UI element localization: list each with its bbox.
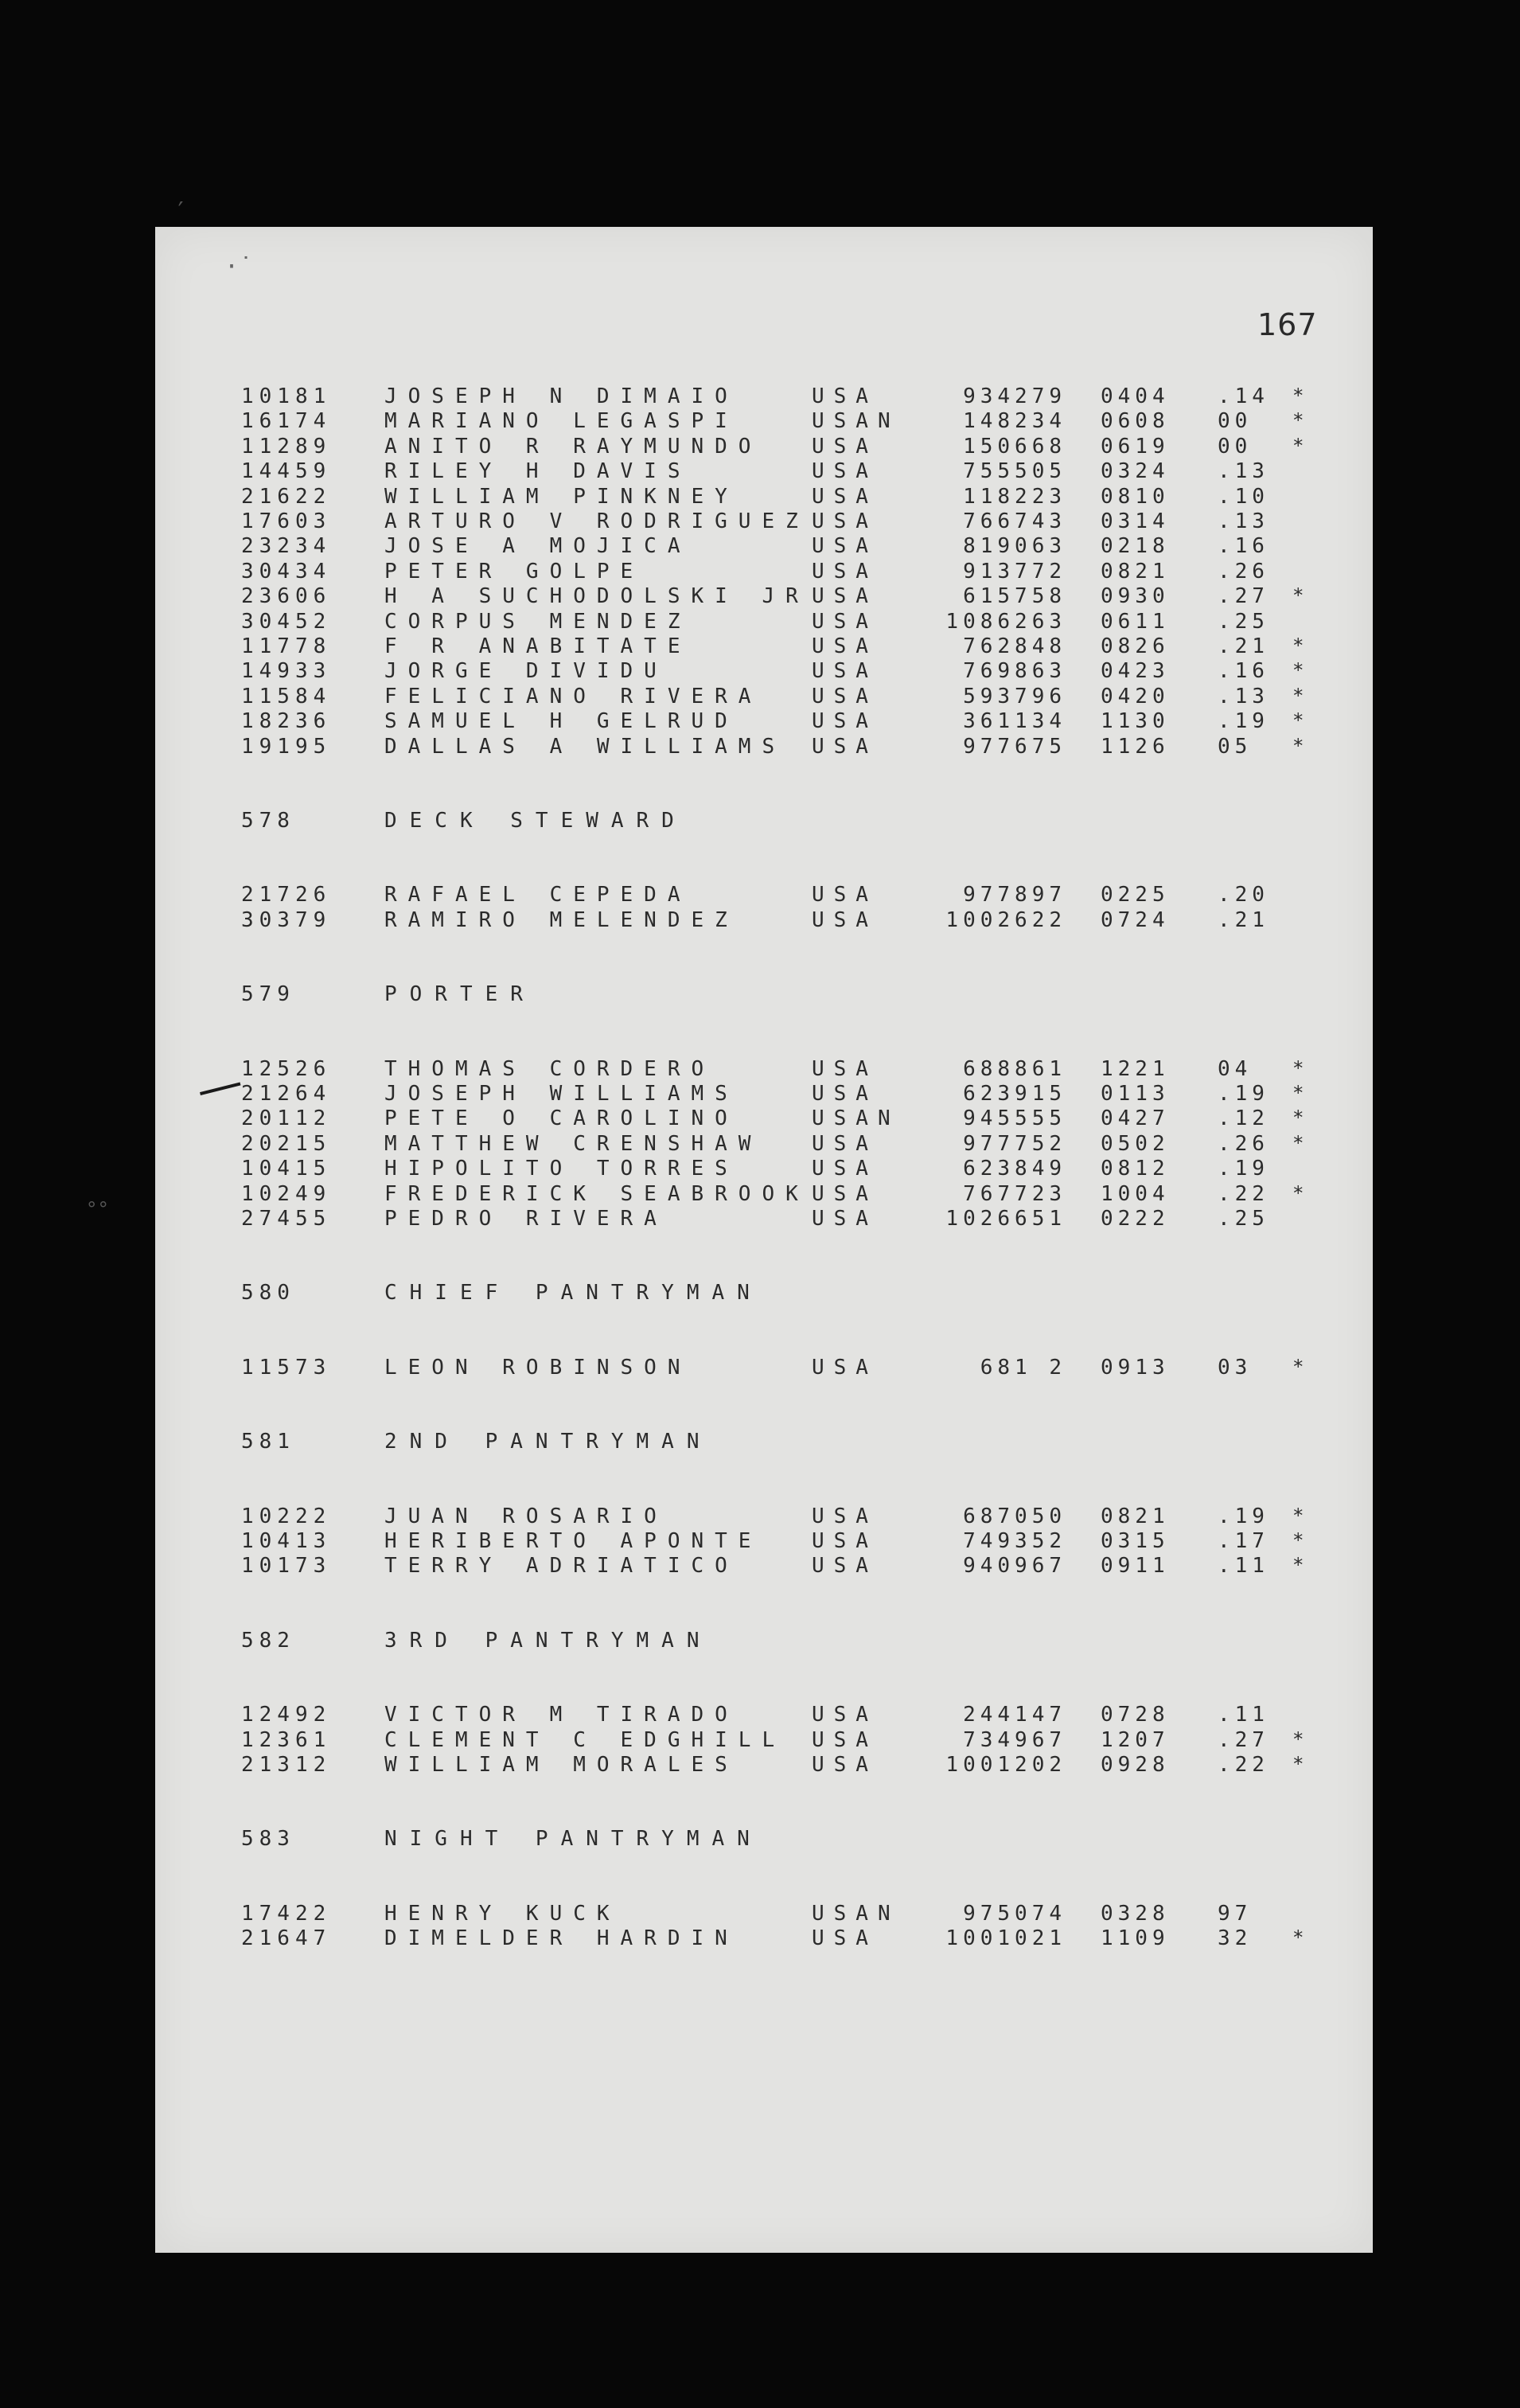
- citizenship: USA: [812, 684, 878, 708]
- crew-name: F R ANABITATE: [384, 634, 692, 658]
- age-code: 00: [1218, 409, 1253, 434]
- citizenship: USA: [812, 734, 878, 759]
- citizenship: USA: [812, 1157, 878, 1181]
- crew-name: PETER GOLPE: [384, 559, 645, 583]
- date-code: 0324: [1101, 459, 1170, 484]
- asterisk-mark: *: [1292, 1082, 1310, 1104]
- age-code: 03: [1218, 1355, 1253, 1380]
- book-number: 769863: [963, 659, 1066, 684]
- citizenship: USA: [812, 1554, 878, 1579]
- entry-number: 21647: [241, 1926, 332, 1951]
- asterisk-mark: *: [1292, 1355, 1310, 1378]
- citizenship: USA: [812, 459, 878, 484]
- date-code: 0328: [1101, 1901, 1170, 1926]
- date-code: 1004: [1101, 1181, 1170, 1206]
- age-code: .22: [1218, 1181, 1269, 1206]
- crew-name: FELICIANO RIVERA: [384, 684, 762, 708]
- citizenship: USA: [812, 1504, 878, 1528]
- age-code: .13: [1218, 509, 1269, 533]
- book-number: 1086263: [945, 609, 1066, 634]
- age-code: .22: [1218, 1753, 1269, 1777]
- age-code: .19: [1218, 1082, 1269, 1106]
- date-code: 1207: [1101, 1727, 1170, 1752]
- entry-number: 11289: [241, 434, 332, 459]
- citizenship: USA: [812, 484, 878, 509]
- entry-number: 27455: [241, 1207, 332, 1231]
- crew-name: CLEMENT C EDGHILL: [384, 1727, 786, 1752]
- age-code: .26: [1218, 559, 1269, 583]
- asterisk-mark: *: [1292, 434, 1310, 457]
- citizenship: USA: [812, 1529, 878, 1553]
- age-code: .12: [1218, 1106, 1269, 1131]
- book-number: 913772: [963, 559, 1066, 583]
- crew-name: H A SUCHODOLSKI JR: [384, 584, 809, 609]
- date-code: 0225: [1101, 883, 1170, 907]
- date-code: 1109: [1101, 1926, 1170, 1951]
- citizenship: USA: [812, 659, 878, 684]
- section-title: 2ND PANTRYMAN: [384, 1430, 712, 1454]
- age-code: .16: [1218, 659, 1269, 684]
- date-code: 0728: [1101, 1703, 1170, 1727]
- age-code: .26: [1218, 1131, 1269, 1156]
- age-code: .13: [1218, 684, 1269, 708]
- asterisk-mark: *: [1292, 584, 1310, 607]
- crew-name: PETE O CAROLINO: [384, 1106, 739, 1131]
- section-code: 582: [241, 1628, 295, 1653]
- crew-name: CORPUS MENDEZ: [384, 609, 692, 634]
- entry-number: 11584: [241, 684, 332, 708]
- asterisk-mark: *: [1292, 1529, 1310, 1551]
- crew-name: TERRY ADRIATICO: [384, 1554, 739, 1579]
- citizenship: USA: [812, 709, 878, 734]
- section-code: 579: [241, 982, 295, 1007]
- citizenship: USA: [812, 634, 878, 658]
- age-code: .11: [1218, 1703, 1269, 1727]
- book-number: 749352: [963, 1529, 1066, 1553]
- age-code: .16: [1218, 534, 1269, 559]
- date-code: 0218: [1101, 534, 1170, 559]
- crew-name: HIPOLITO TORRES: [384, 1157, 739, 1181]
- date-code: 0724: [1101, 907, 1170, 932]
- asterisk-mark: *: [1292, 659, 1310, 682]
- book-number: 118223: [963, 484, 1066, 509]
- crew-name: JOSEPH WILLIAMS: [384, 1082, 739, 1106]
- date-code: 0821: [1101, 1504, 1170, 1528]
- date-code: 0928: [1101, 1753, 1170, 1777]
- margin-mark: °°: [86, 1198, 109, 1220]
- book-number: 755505: [963, 459, 1066, 484]
- citizenship: USA: [812, 883, 878, 907]
- section-title: DECK STEWARD: [384, 809, 687, 833]
- citizenship: USA: [812, 434, 878, 459]
- citizenship: USA: [812, 1727, 878, 1752]
- crew-name: PEDRO RIVERA: [384, 1207, 668, 1231]
- asterisk-mark: *: [1292, 1106, 1310, 1130]
- entry-number: 11573: [241, 1355, 332, 1380]
- entry-number: 16174: [241, 409, 332, 434]
- date-code: 0113: [1101, 1082, 1170, 1106]
- crew-name: FREDERICK SEABROOK: [384, 1181, 809, 1206]
- asterisk-mark: *: [1292, 684, 1310, 707]
- crew-name: RAFAEL CEPEDA: [384, 883, 692, 907]
- citizenship: USA: [812, 559, 878, 583]
- date-code: 0222: [1101, 1207, 1170, 1231]
- entry-number: 10222: [241, 1504, 332, 1528]
- age-code: .13: [1218, 459, 1269, 484]
- page-number: 167: [1257, 307, 1318, 342]
- entry-number: 10249: [241, 1181, 332, 1206]
- entry-number: 14933: [241, 659, 332, 684]
- book-number: 615758: [963, 584, 1066, 609]
- entry-number: 30379: [241, 907, 332, 932]
- crew-name: HENRY KUCK: [384, 1901, 621, 1926]
- book-number: 150668: [963, 434, 1066, 459]
- age-code: 32: [1218, 1926, 1253, 1951]
- book-number: 681 2: [980, 1355, 1066, 1380]
- entry-number: 21622: [241, 484, 332, 509]
- citizenship: USA: [812, 1703, 878, 1727]
- entry-number: 17422: [241, 1901, 332, 1926]
- book-number: 244147: [963, 1703, 1066, 1727]
- date-code: 0911: [1101, 1554, 1170, 1579]
- date-code: 0608: [1101, 409, 1170, 434]
- citizenship: USAN: [812, 1106, 900, 1131]
- date-code: 0420: [1101, 684, 1170, 708]
- age-code: .19: [1218, 1504, 1269, 1528]
- age-code: .14: [1218, 384, 1269, 408]
- book-number: 361134: [963, 709, 1066, 734]
- citizenship: USA: [812, 609, 878, 634]
- date-code: 1126: [1101, 734, 1170, 759]
- section-code: 578: [241, 809, 295, 833]
- date-code: 0427: [1101, 1106, 1170, 1131]
- entry-number: 20215: [241, 1131, 332, 1156]
- crew-name: MATTHEW CRENSHAW: [384, 1131, 762, 1156]
- book-number: 977897: [963, 883, 1066, 907]
- entry-number: 21312: [241, 1753, 332, 1777]
- book-number: 1002622: [945, 907, 1066, 932]
- section-code: 583: [241, 1827, 295, 1852]
- age-code: .19: [1218, 709, 1269, 734]
- asterisk-mark: *: [1292, 1753, 1310, 1775]
- age-code: .27: [1218, 1727, 1269, 1752]
- entry-number: 30434: [241, 559, 332, 583]
- entry-number: 14459: [241, 459, 332, 484]
- date-code: 0315: [1101, 1529, 1170, 1553]
- age-code: .27: [1218, 584, 1269, 609]
- date-code: 0502: [1101, 1131, 1170, 1156]
- crew-name: ANITO R RAYMUNDO: [384, 434, 762, 459]
- citizenship: USA: [812, 1207, 878, 1231]
- crew-name: JUAN ROSARIO: [384, 1504, 668, 1528]
- date-code: 0619: [1101, 434, 1170, 459]
- age-code: 97: [1218, 1901, 1253, 1926]
- citizenship: USAN: [812, 1901, 900, 1926]
- entry-number: 10415: [241, 1157, 332, 1181]
- entry-number: 23606: [241, 584, 332, 609]
- section-title: PORTER: [384, 982, 536, 1007]
- asterisk-mark: *: [1292, 1056, 1310, 1079]
- date-code: 0611: [1101, 609, 1170, 634]
- book-number: 623849: [963, 1157, 1066, 1181]
- book-number: 1001202: [945, 1753, 1066, 1777]
- book-number: 940967: [963, 1554, 1066, 1579]
- asterisk-mark: *: [1292, 1181, 1310, 1204]
- entry-number: 12492: [241, 1703, 332, 1727]
- asterisk-mark: *: [1292, 384, 1310, 407]
- section-code: 581: [241, 1430, 295, 1454]
- asterisk-mark: *: [1292, 634, 1310, 657]
- entry-number: 17603: [241, 509, 332, 533]
- citizenship: USA: [812, 1181, 878, 1206]
- citizenship: USA: [812, 1355, 878, 1380]
- citizenship: USA: [812, 584, 878, 609]
- asterisk-mark: *: [1292, 1727, 1310, 1750]
- citizenship: USA: [812, 1082, 878, 1106]
- crew-name: ARTURO V RODRIGUEZ: [384, 509, 809, 533]
- date-code: 0812: [1101, 1157, 1170, 1181]
- asterisk-mark: *: [1292, 1554, 1310, 1577]
- crew-name: WILLIAM MORALES: [384, 1753, 739, 1777]
- book-number: 1026651: [945, 1207, 1066, 1231]
- book-number: 945555: [963, 1106, 1066, 1131]
- pencil-dots: ·˙: [224, 253, 254, 281]
- entry-number: 21264: [241, 1082, 332, 1106]
- crew-name: LEON ROBINSON: [384, 1355, 692, 1380]
- entry-number: 23234: [241, 534, 332, 559]
- date-code: 0826: [1101, 634, 1170, 658]
- book-number: 819063: [963, 534, 1066, 559]
- entry-number: 10413: [241, 1529, 332, 1553]
- crew-name: DIMELDER HARDIN: [384, 1926, 739, 1951]
- age-code: .25: [1218, 1207, 1269, 1231]
- section-code: 580: [241, 1281, 295, 1305]
- asterisk-mark: *: [1292, 1131, 1310, 1154]
- age-code: .17: [1218, 1529, 1269, 1553]
- asterisk-mark: *: [1292, 734, 1310, 757]
- age-code: .10: [1218, 484, 1269, 509]
- age-code: .25: [1218, 609, 1269, 634]
- book-number: 977752: [963, 1131, 1066, 1156]
- book-number: 148234: [963, 409, 1066, 434]
- asterisk-mark: *: [1292, 709, 1310, 732]
- date-code: 0913: [1101, 1355, 1170, 1380]
- crew-name: THOMAS CORDERO: [384, 1056, 715, 1081]
- entry-number: 12526: [241, 1056, 332, 1081]
- crew-name: RAMIRO MELENDEZ: [384, 907, 739, 932]
- date-code: 0404: [1101, 384, 1170, 408]
- section-title: CHIEF PANTRYMAN: [384, 1281, 762, 1305]
- crew-name: DALLAS A WILLIAMS: [384, 734, 786, 759]
- entry-number: 10181: [241, 384, 332, 408]
- book-number: 934279: [963, 384, 1066, 408]
- entry-number: 21726: [241, 883, 332, 907]
- book-number: 766743: [963, 509, 1066, 533]
- date-code: 1221: [1101, 1056, 1170, 1081]
- crew-name: MARIANO LEGASPI: [384, 409, 739, 434]
- entry-number: 30452: [241, 609, 332, 634]
- crew-name: JOSEPH N DIMAIO: [384, 384, 739, 408]
- citizenship: USAN: [812, 409, 900, 434]
- age-code: 04: [1218, 1056, 1253, 1081]
- entry-number: 19195: [241, 734, 332, 759]
- entry-number: 12361: [241, 1727, 332, 1752]
- citizenship: USA: [812, 509, 878, 533]
- asterisk-mark: *: [1292, 1504, 1310, 1527]
- section-title: 3RD PANTRYMAN: [384, 1628, 712, 1653]
- age-code: .20: [1218, 883, 1269, 907]
- citizenship: USA: [812, 1926, 878, 1951]
- age-code: .11: [1218, 1554, 1269, 1579]
- citizenship: USA: [812, 1753, 878, 1777]
- book-number: 688861: [963, 1056, 1066, 1081]
- book-number: 762848: [963, 634, 1066, 658]
- crew-name: JOSE A MOJICA: [384, 534, 692, 559]
- book-number: 1001021: [945, 1926, 1066, 1951]
- date-code: 0821: [1101, 559, 1170, 583]
- section-title: NIGHT PANTRYMAN: [384, 1827, 762, 1852]
- age-code: .21: [1218, 907, 1269, 932]
- date-code: 1130: [1101, 709, 1170, 734]
- asterisk-mark: *: [1292, 409, 1310, 432]
- date-code: 0930: [1101, 584, 1170, 609]
- entry-number: 11778: [241, 634, 332, 658]
- crew-name: VICTOR M TIRADO: [384, 1703, 739, 1727]
- book-number: 687050: [963, 1504, 1066, 1528]
- crew-name: JORGE DIVIDU: [384, 659, 668, 684]
- crew-name: WILLIAM PINKNEY: [384, 484, 739, 509]
- citizenship: USA: [812, 1056, 878, 1081]
- age-code: .21: [1218, 634, 1269, 658]
- crew-name: RILEY H DAVIS: [384, 459, 692, 484]
- book-number: 767723: [963, 1181, 1066, 1206]
- age-code: 00: [1218, 434, 1253, 459]
- book-number: 593796: [963, 684, 1066, 708]
- age-code: .19: [1218, 1157, 1269, 1181]
- crew-name: HERIBERTO APONTE: [384, 1529, 762, 1553]
- citizenship: USA: [812, 384, 878, 408]
- citizenship: USA: [812, 907, 878, 932]
- entry-number: 18236: [241, 709, 332, 734]
- book-number: 977675: [963, 734, 1066, 759]
- citizenship: USA: [812, 534, 878, 559]
- pencil-tick-mark: ′: [173, 197, 189, 225]
- book-number: 623915: [963, 1082, 1066, 1106]
- date-code: 0423: [1101, 659, 1170, 684]
- crew-name: SAMUEL H GELRUD: [384, 709, 739, 734]
- date-code: 0810: [1101, 484, 1170, 509]
- citizenship: USA: [812, 1131, 878, 1156]
- book-number: 975074: [963, 1901, 1066, 1926]
- age-code: 05: [1218, 734, 1253, 759]
- date-code: 0314: [1101, 509, 1170, 533]
- entry-number: 10173: [241, 1554, 332, 1579]
- entry-number: 20112: [241, 1106, 332, 1131]
- asterisk-mark: *: [1292, 1926, 1310, 1949]
- book-number: 734967: [963, 1727, 1066, 1752]
